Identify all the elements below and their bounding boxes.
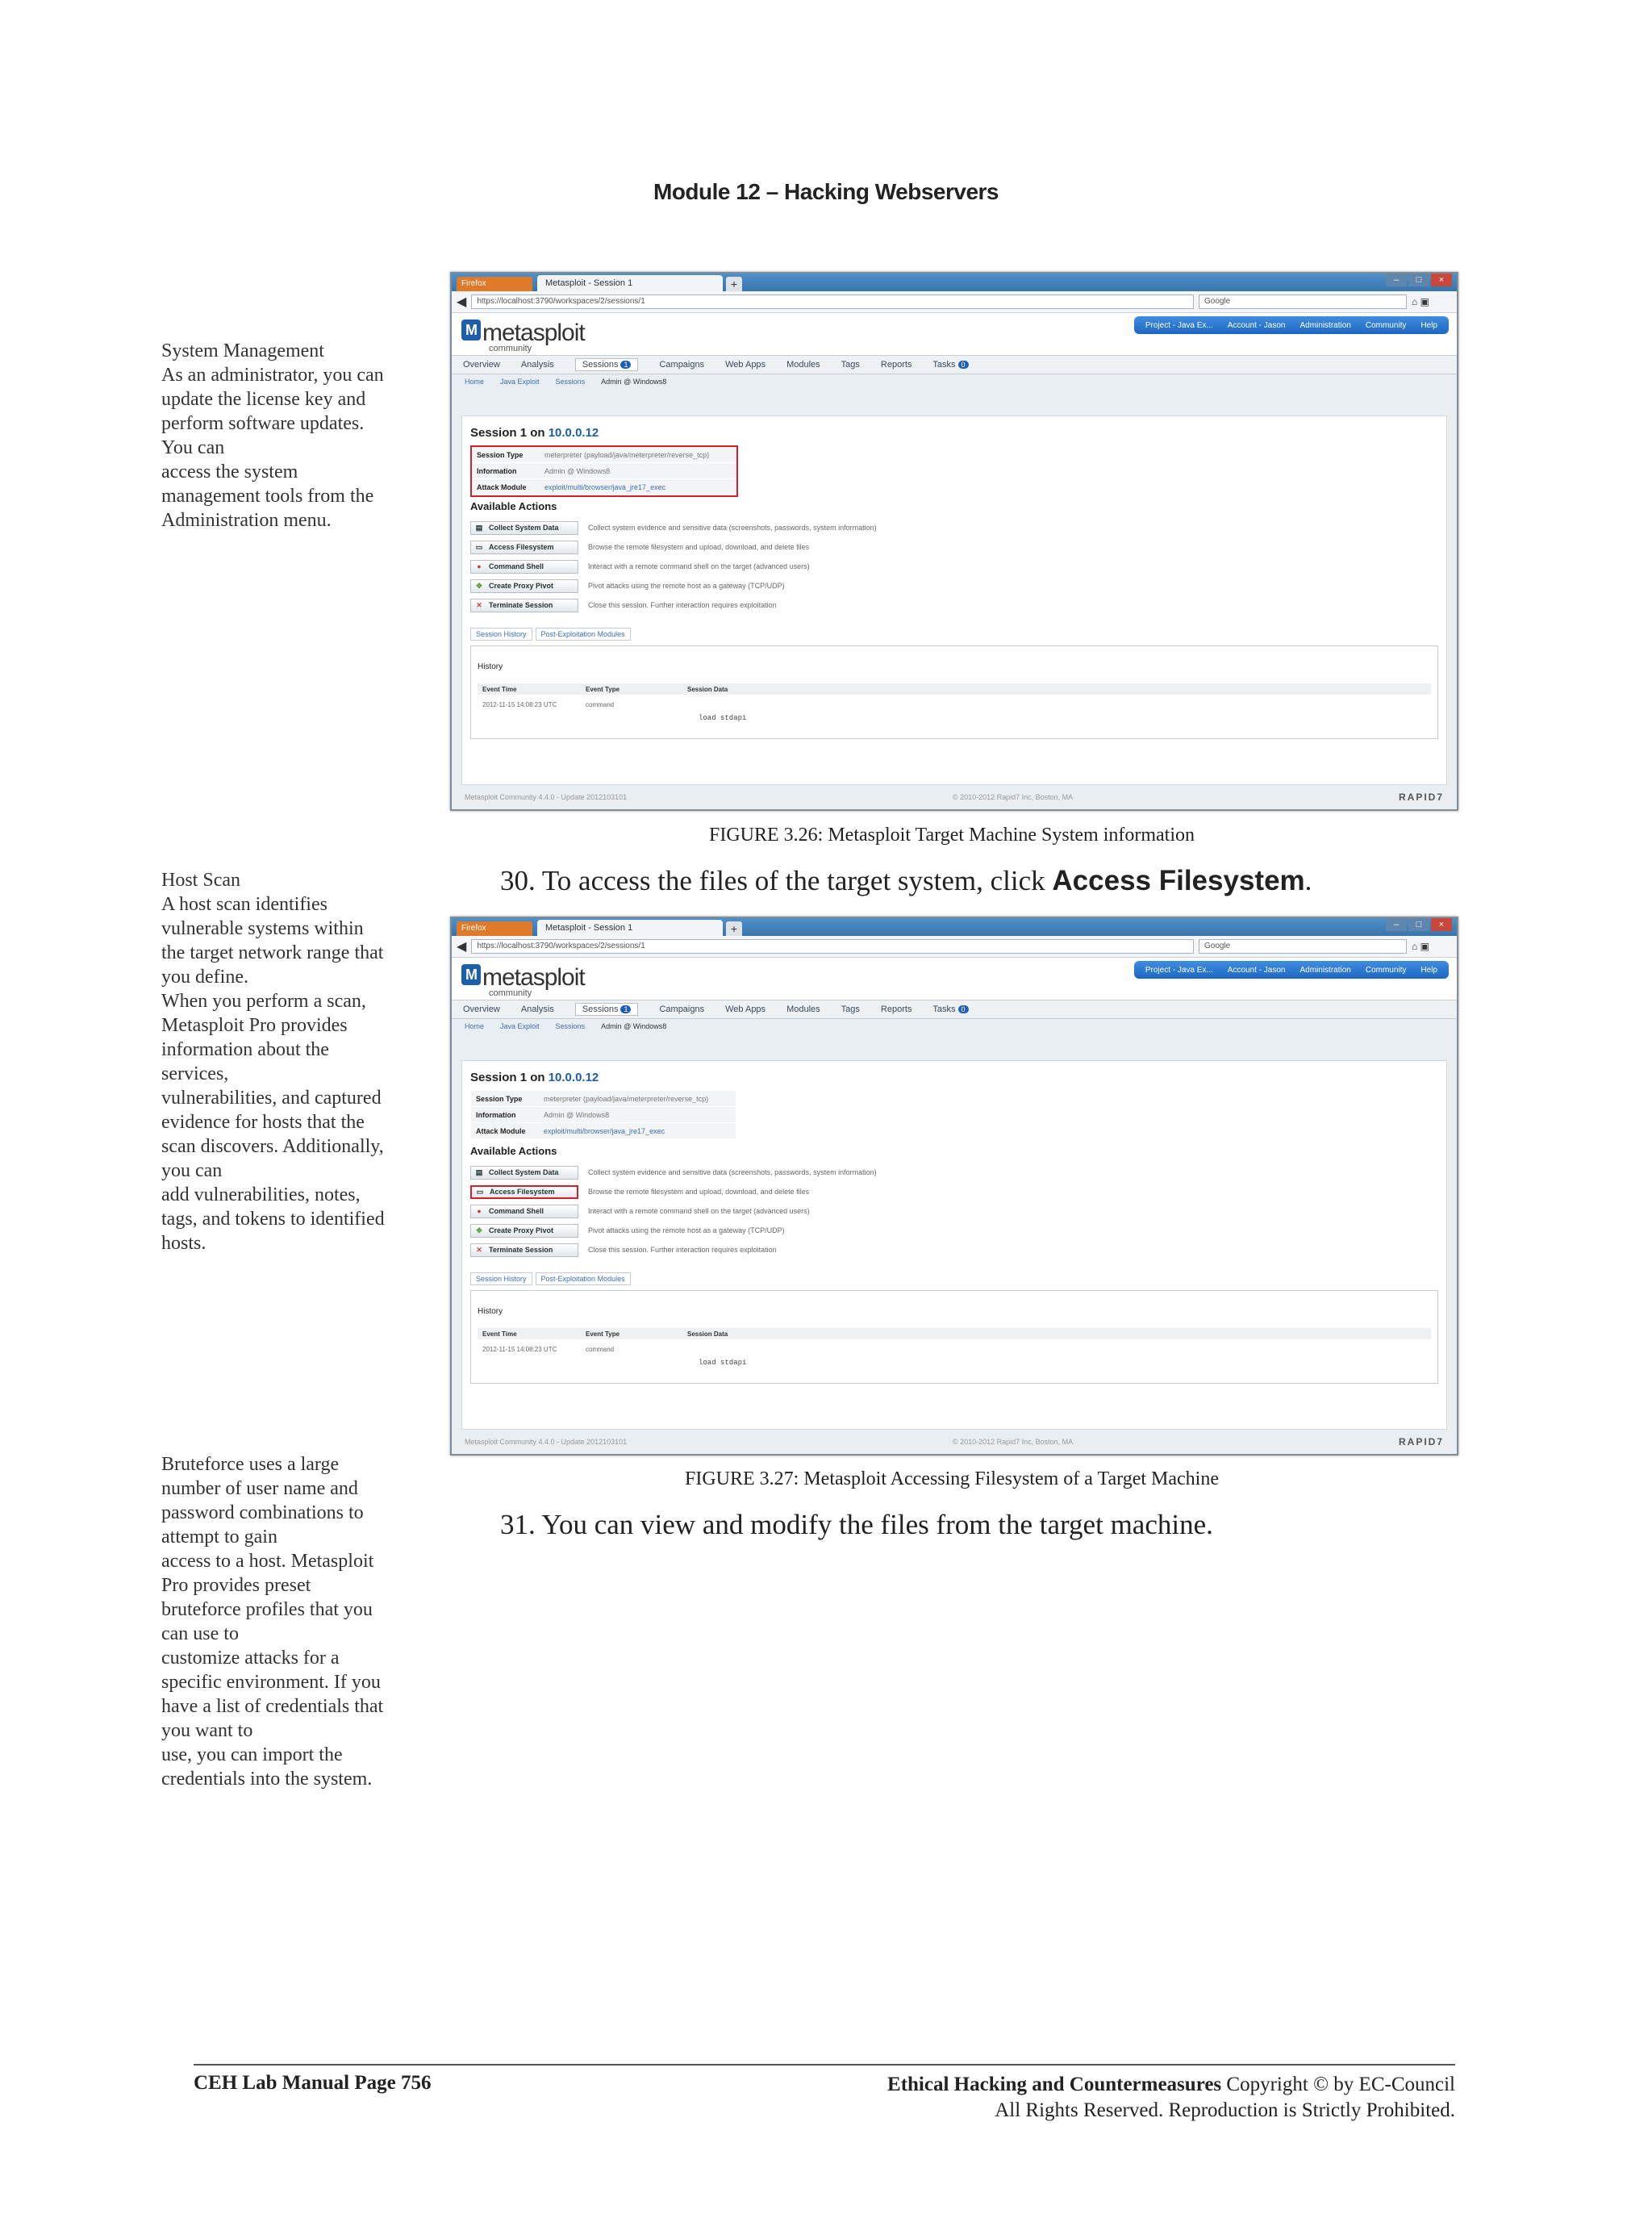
table-row: 2012-11-15 14:08:23 UTC command bbox=[482, 700, 615, 708]
session-content bbox=[461, 1060, 1447, 1430]
page-header-title: Module 12 – Hacking Webservers bbox=[653, 179, 999, 204]
firefox-menu-button[interactable]: Firefox bbox=[457, 277, 532, 291]
metasploit-screenshot-2 bbox=[450, 917, 1458, 1456]
folder-icon: ▭ bbox=[475, 542, 483, 551]
history-header: Event Time Event Type Session Data bbox=[478, 1328, 1431, 1339]
back-arrow-icon[interactable]: ◀ bbox=[457, 940, 467, 954]
breadcrumb-sessions[interactable]: Sessions bbox=[555, 1022, 586, 1030]
main-nav bbox=[452, 355, 1457, 374]
info-row: Attack Module exploit/multi/browser/java_jre17_exec bbox=[471, 1123, 736, 1139]
sidenote-host-scan bbox=[161, 868, 411, 1255]
app-header bbox=[452, 958, 1457, 1000]
new-tab-button[interactable]: + bbox=[726, 921, 742, 936]
pivot-icon: ✥ bbox=[476, 581, 482, 590]
terminate-icon: ✕ bbox=[476, 1245, 482, 1254]
top-menu bbox=[1134, 961, 1449, 979]
actions-list bbox=[470, 518, 1019, 615]
breadcrumb-project[interactable]: Java Exploit bbox=[500, 1022, 540, 1030]
tab-post-exploitation[interactable]: Post-Exploitation Modules bbox=[536, 628, 631, 641]
info-row: Attack Module exploit/multi/browser/java_jre17_exec bbox=[472, 479, 736, 495]
sidenote-body: As an administrator, you can update the license key and perform software updates. You can access the system management tools from the Administration menu. bbox=[161, 365, 384, 531]
sessions-badge: 1 bbox=[620, 361, 631, 369]
history-title: History bbox=[478, 662, 503, 671]
action-desc: Close this session. Further interaction requires exploitation bbox=[588, 1246, 777, 1254]
tab-post-exploitation[interactable]: Post-Exploitation Modules bbox=[536, 1272, 631, 1285]
session-title: Session 1 on 10.0.0.12 bbox=[470, 426, 599, 440]
metasploit-logo: M metasploit bbox=[461, 320, 585, 347]
tab-web-apps[interactable]: Web Apps bbox=[725, 360, 766, 370]
app-footer: Metasploit Community 4.4.0 - Update 2012103101 © 2010-2012 Rapid7 Inc, Boston, MA RAPID7 bbox=[465, 1436, 1444, 1447]
close-icon[interactable]: × bbox=[1431, 918, 1452, 931]
tab-tasks[interactable]: Tasks 0 bbox=[932, 360, 968, 370]
menu-project[interactable]: Project - Java Ex... bbox=[1145, 320, 1213, 330]
history-panel bbox=[470, 1290, 1438, 1384]
history-header: Event Time Event Type Session Data bbox=[478, 683, 1431, 695]
session-content bbox=[461, 416, 1447, 785]
url-bar[interactable]: https://localhost:3790/workspaces/2/sessions/1 bbox=[471, 294, 1194, 309]
table-row: 2012-11-15 14:08:23 UTC command bbox=[482, 1345, 615, 1353]
window-controls bbox=[1386, 274, 1452, 286]
tab-sessions[interactable]: Sessions 1 bbox=[575, 1003, 639, 1016]
collect-system-data-button[interactable]: ▤ Collect System Data bbox=[470, 521, 578, 535]
logo-subtitle: community bbox=[489, 988, 532, 998]
tab-campaigns[interactable]: Campaigns bbox=[659, 1005, 705, 1014]
actions-list bbox=[470, 1163, 1019, 1259]
browser-tab[interactable]: Metasploit - Session 1 bbox=[537, 275, 723, 291]
tab-overview[interactable]: Overview bbox=[463, 1005, 500, 1014]
menu-project[interactable]: Project - Java Ex... bbox=[1145, 965, 1213, 975]
footer-copyright: Ethical Hacking and Countermeasures Copyright © by EC-Council All Rights Reserved. Reproduction is Strictly Prohibited. bbox=[887, 2074, 1455, 2121]
action-desc: Browse the remote filesystem and upload, download, and delete files bbox=[588, 1188, 810, 1196]
browser-nav-bar bbox=[452, 936, 1457, 958]
tab-web-apps[interactable]: Web Apps bbox=[725, 1005, 766, 1014]
available-actions-title: Available Actions bbox=[470, 1145, 557, 1157]
tab-analysis[interactable]: Analysis bbox=[520, 1005, 554, 1014]
tab-tags[interactable]: Tags bbox=[841, 360, 860, 370]
rapid7-logo: RAPID7 bbox=[1398, 1436, 1444, 1447]
sidenote-title: Host Scan bbox=[161, 870, 240, 891]
window-controls bbox=[1386, 918, 1452, 931]
info-row: Session Type meterpreter (payload/java/meterpreter/reverse_tcp) bbox=[472, 447, 736, 463]
history-title: History bbox=[478, 1307, 503, 1316]
tab-sessions[interactable]: Sessions 1 bbox=[575, 358, 639, 371]
menu-help[interactable]: Help bbox=[1420, 320, 1437, 330]
tasks-badge: 0 bbox=[958, 361, 969, 369]
browser-tab-bar bbox=[452, 918, 1457, 936]
minimize-icon[interactable]: – bbox=[1386, 274, 1407, 286]
available-actions-title: Available Actions bbox=[470, 500, 557, 512]
breadcrumb-home[interactable]: Home bbox=[465, 1022, 485, 1030]
breadcrumb-sessions[interactable]: Sessions bbox=[555, 378, 586, 386]
action-desc: Collect system evidence and sensitive data (screenshots, passwords, system information) bbox=[588, 524, 877, 532]
info-row: Session Type meterpreter (payload/java/meterpreter/reverse_tcp) bbox=[471, 1091, 736, 1107]
terminate-session-button[interactable]: ✕ Terminate Session bbox=[470, 1243, 578, 1257]
tab-session-history[interactable]: Session History bbox=[470, 628, 532, 641]
metasploit-logo-icon: M bbox=[461, 964, 481, 985]
breadcrumb-project[interactable]: Java Exploit bbox=[500, 378, 540, 386]
footer-rule bbox=[194, 2064, 1455, 2066]
app-footer: Metasploit Community 4.4.0 - Update 2012103101 © 2010-2012 Rapid7 Inc, Boston, MA RAPID7 bbox=[465, 792, 1444, 803]
menu-community[interactable]: Community bbox=[1365, 320, 1407, 330]
search-input[interactable]: Google bbox=[1199, 294, 1407, 309]
collect-icon: ▤ bbox=[475, 1167, 483, 1176]
tab-overview[interactable]: Overview bbox=[463, 360, 500, 370]
step-30: 30. To access the files of the target system, click Access Filesystem. bbox=[500, 865, 1312, 896]
tab-modules[interactable]: Modules bbox=[786, 360, 820, 370]
url-bar[interactable]: https://localhost:3790/workspaces/2/sessions/1 bbox=[471, 939, 1194, 954]
session-info-highlighted bbox=[470, 445, 738, 497]
metasploit-screenshot-1 bbox=[450, 272, 1458, 811]
rapid7-logo: RAPID7 bbox=[1398, 792, 1444, 803]
action-desc: Pivot attacks using the remote host as a gateway (TCP/UDP) bbox=[588, 1226, 785, 1234]
collect-system-data-button[interactable]: ▤ Collect System Data bbox=[470, 1166, 578, 1180]
action-desc: Browse the remote filesystem and upload, download, and delete files bbox=[588, 543, 810, 551]
history-session-data: load stdapi bbox=[699, 714, 747, 722]
sidenote-bruteforce bbox=[161, 1452, 411, 1791]
metasploit-logo: M metasploit bbox=[461, 964, 585, 992]
main-nav bbox=[452, 1000, 1457, 1019]
subtabs bbox=[470, 628, 631, 641]
tab-campaigns[interactable]: Campaigns bbox=[659, 360, 705, 370]
action-desc: Interact with a remote command shell on the target (advanced users) bbox=[588, 562, 810, 570]
sidenote-system-management bbox=[161, 339, 411, 533]
pivot-icon: ✥ bbox=[476, 1226, 482, 1234]
search-input[interactable]: Google bbox=[1199, 939, 1407, 954]
breadcrumb-home[interactable]: Home bbox=[465, 378, 485, 386]
tab-modules[interactable]: Modules bbox=[786, 1005, 820, 1014]
terminate-session-button[interactable]: ✕ Terminate Session bbox=[470, 599, 578, 612]
shell-icon: ● bbox=[477, 1207, 482, 1215]
sidenote-body: A host scan identifies vulnerable systems within the target network range that you define. When you perform a scan, Metasploit Pro provides information about the services, vulnerabilities, and captured evidence for hosts that the scan discovers. Additionally, you can add vulnerabilities, notes, tags, and tokens to identified hosts. bbox=[161, 894, 385, 1254]
tab-session-history[interactable]: Session History bbox=[470, 1272, 532, 1285]
shell-icon: ● bbox=[477, 562, 482, 570]
session-info bbox=[470, 1090, 736, 1140]
maximize-icon[interactable]: □ bbox=[1408, 274, 1429, 286]
history-session-data: load stdapi bbox=[699, 1359, 747, 1367]
browser-tab[interactable]: Metasploit - Session 1 bbox=[537, 920, 723, 936]
home-icon[interactable]: ⌂ ▣ bbox=[1412, 296, 1429, 307]
maximize-icon[interactable]: □ bbox=[1408, 918, 1429, 931]
breadcrumb bbox=[452, 1019, 1457, 1034]
close-icon[interactable]: × bbox=[1431, 274, 1452, 286]
folder-icon: ▭ bbox=[476, 1187, 484, 1196]
figure-caption-1: FIGURE 3.26: Metasploit Target Machine System information bbox=[708, 825, 1195, 846]
menu-administration[interactable]: Administration bbox=[1299, 965, 1351, 975]
collect-icon: ▤ bbox=[475, 523, 483, 532]
tab-analysis[interactable]: Analysis bbox=[520, 360, 554, 370]
subtabs bbox=[470, 1272, 631, 1285]
new-tab-button[interactable]: + bbox=[726, 277, 742, 291]
info-row: Information Admin @ Windows8 bbox=[472, 463, 736, 479]
breadcrumb-current: Admin @ Windows8 bbox=[601, 378, 667, 386]
browser-nav-bar bbox=[452, 291, 1457, 313]
terminate-icon: ✕ bbox=[476, 600, 482, 609]
menu-account[interactable]: Account - Jason bbox=[1227, 320, 1286, 330]
sidenote-title: System Management bbox=[161, 340, 324, 361]
step-30-bold: Access Filesystem bbox=[1052, 865, 1305, 896]
access-filesystem-button[interactable]: ▭ Access Filesystem bbox=[470, 1185, 578, 1199]
action-desc: Close this session. Further interaction requires exploitation bbox=[588, 601, 777, 609]
footer-page-label: CEH Lab Manual Page 756 bbox=[194, 2072, 432, 2094]
browser-tab-bar bbox=[452, 274, 1457, 291]
menu-account[interactable]: Account - Jason bbox=[1227, 965, 1286, 975]
session-title: Session 1 on 10.0.0.12 bbox=[470, 1071, 599, 1084]
menu-help[interactable]: Help bbox=[1420, 965, 1437, 975]
tab-tags[interactable]: Tags bbox=[841, 1005, 860, 1014]
action-desc: Collect system evidence and sensitive data (screenshots, passwords, system information) bbox=[588, 1168, 877, 1176]
metasploit-logo-icon: M bbox=[461, 320, 481, 340]
menu-community[interactable]: Community bbox=[1365, 965, 1407, 975]
action-desc: Pivot attacks using the remote host as a gateway (TCP/UDP) bbox=[588, 582, 785, 590]
minimize-icon[interactable]: – bbox=[1386, 918, 1407, 931]
top-menu bbox=[1134, 316, 1449, 334]
create-proxy-pivot-button[interactable]: ✥ Create Proxy Pivot bbox=[470, 579, 578, 593]
home-icon[interactable]: ⌂ ▣ bbox=[1412, 941, 1429, 952]
step-31: 31. You can view and modify the files from the target machine. bbox=[500, 1509, 1213, 1540]
menu-administration[interactable]: Administration bbox=[1299, 320, 1351, 330]
firefox-menu-button[interactable]: Firefox bbox=[457, 921, 532, 936]
tasks-badge: 0 bbox=[958, 1005, 969, 1013]
create-proxy-pivot-button[interactable]: ✥ Create Proxy Pivot bbox=[470, 1224, 578, 1238]
logo-subtitle: community bbox=[489, 344, 532, 353]
tab-tasks[interactable]: Tasks 0 bbox=[932, 1005, 968, 1014]
breadcrumb-current: Admin @ Windows8 bbox=[601, 1022, 667, 1030]
figure-caption-2: FIGURE 3.27: Metasploit Accessing Filesystem of a Target Machine bbox=[684, 1468, 1219, 1489]
access-filesystem-button[interactable]: ▭ Access Filesystem bbox=[470, 541, 578, 554]
command-shell-button[interactable]: ● Command Shell bbox=[470, 1205, 578, 1218]
sessions-badge: 1 bbox=[620, 1005, 631, 1013]
tab-reports[interactable]: Reports bbox=[880, 360, 912, 370]
tab-reports[interactable]: Reports bbox=[880, 1005, 912, 1014]
breadcrumb bbox=[452, 374, 1457, 389]
app-header bbox=[452, 313, 1457, 355]
command-shell-button[interactable]: ● Command Shell bbox=[470, 560, 578, 574]
sidenote-body: Bruteforce uses a large number of user name and password combinations to attempt to gain access to a host. Metasploit Pro provides preset bruteforce profiles that you can use to customize attacks for a specific environment. If you have a list of credentials that you want to use, you can import the credentials into the system. bbox=[161, 1454, 384, 1790]
info-row: Information Admin @ Windows8 bbox=[471, 1107, 736, 1123]
action-desc: Interact with a remote command shell on the target (advanced users) bbox=[588, 1207, 810, 1215]
history-panel bbox=[470, 645, 1438, 739]
back-arrow-icon[interactable]: ◀ bbox=[457, 295, 467, 309]
